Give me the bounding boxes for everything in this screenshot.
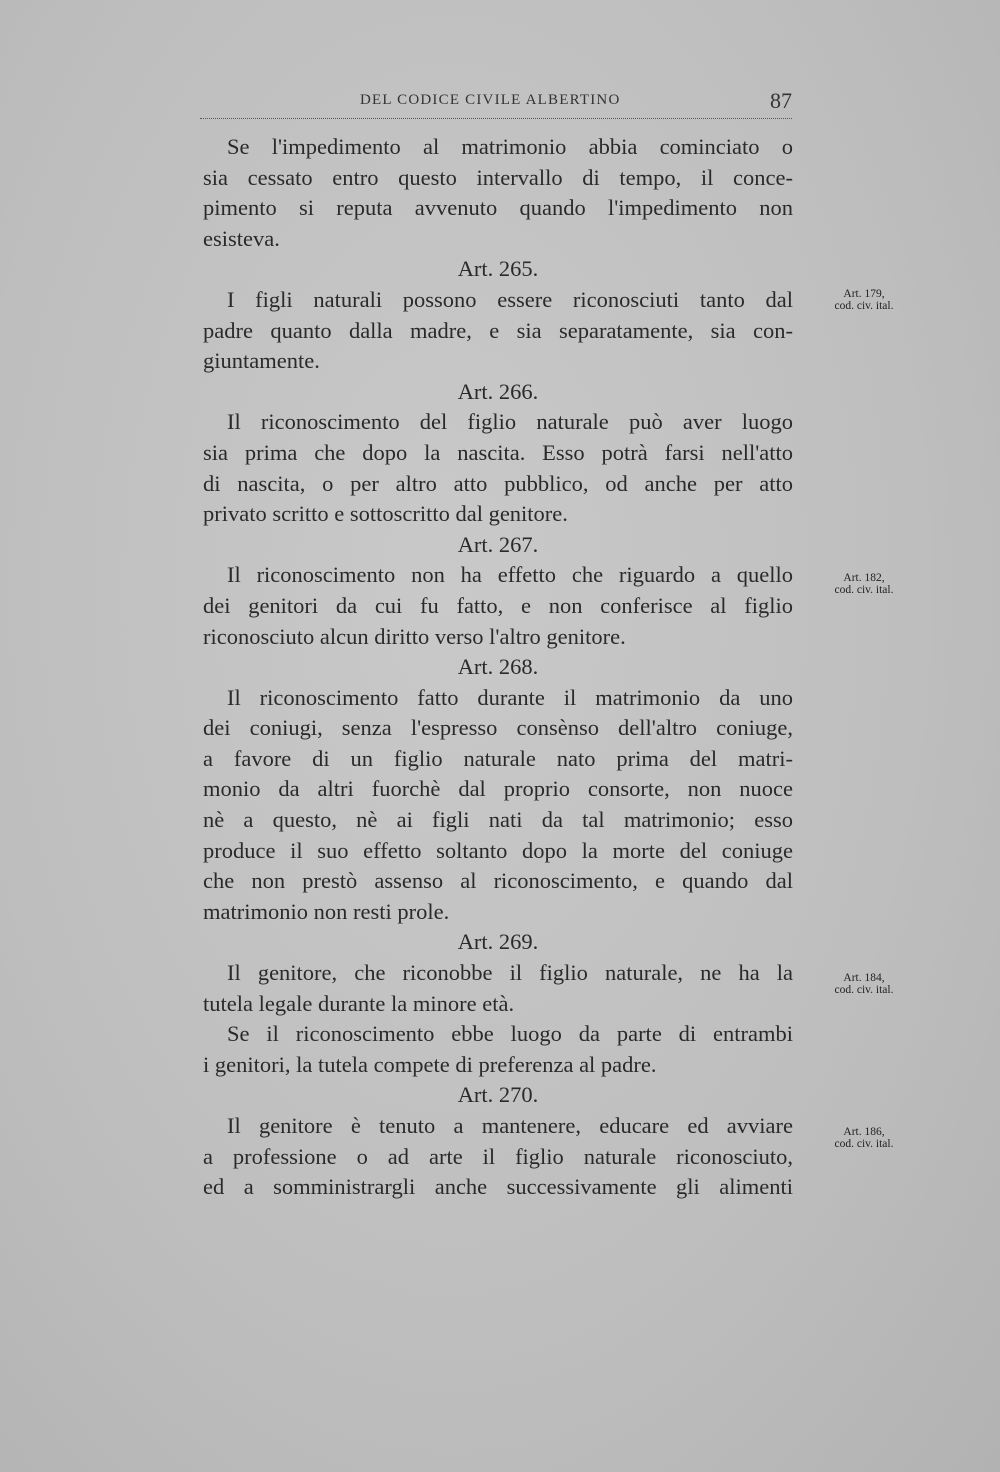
text-line: monio da altri fuorchè dal proprio consorte, non nuoce	[203, 776, 793, 802]
text-line: padre quanto dalla madre, e sia separatamente, sia con-	[203, 317, 793, 343]
text-line: riconosciuto alcun diritto verso l'altro genitore.	[203, 623, 626, 649]
article-heading: Art. 267.	[457, 531, 539, 557]
article-heading: Art. 268.	[457, 654, 539, 680]
text-line: dei coniugi, senza l'espresso consènso dell'altro coniuge,	[203, 715, 793, 741]
text-line: Il genitore è tenuto a mantenere, educare ed avviare	[227, 1113, 793, 1138]
text-line: sia cessato entro questo intervallo di tempo, il conce-	[203, 164, 793, 190]
text-line: produce il suo effetto soltanto dopo la morte del coniuge	[203, 837, 793, 863]
article-heading: Art. 265.	[457, 256, 539, 282]
page-number: 87	[770, 88, 792, 113]
article-heading: Art. 266.	[457, 378, 539, 404]
margin-note	[818, 572, 910, 596]
text-line: a favore di un figlio naturale nato prima del matri-	[203, 745, 793, 771]
text-line: ed a somministrargli anche successivamente gli alimenti	[203, 1174, 793, 1200]
text-line: a professione o ad arte il figlio naturale riconosciuto,	[203, 1143, 793, 1169]
margin-note	[818, 288, 910, 312]
article-heading: Art. 269.	[457, 929, 539, 955]
text-line: di nascita, o per altro atto pubblico, od anche per atto	[203, 470, 793, 496]
margin-note-line: Art. 184,	[843, 972, 885, 984]
text-line: giuntamente.	[203, 348, 320, 374]
text-line: privato scritto e sottoscritto dal genitore.	[203, 501, 568, 527]
text-line: sia prima che dopo la nascita. Esso potrà farsi nell'atto	[203, 439, 793, 465]
header-rule	[200, 118, 792, 119]
text-line: che non prestò assenso al riconoscimento, e quando dal	[203, 868, 793, 894]
margin-note-line: cod. civ. ital.	[834, 584, 894, 596]
running-header	[200, 88, 792, 120]
text-line: i genitori, la tutela compete di preferenza al padre.	[203, 1051, 657, 1077]
margin-note	[818, 1126, 910, 1150]
margin-note-line: cod. civ. ital.	[834, 984, 894, 996]
text-line: Se l'impedimento al matrimonio abbia cominciato o	[227, 134, 793, 159]
margin-note	[818, 972, 910, 996]
text-line: nè a questo, nè ai figli nati da tal matrimonio; esso	[203, 807, 793, 833]
margin-note-line: Art. 179,	[843, 288, 885, 300]
body-text	[203, 132, 793, 1203]
margin-note-line: Art. 182,	[843, 572, 885, 584]
running-title: DEL CODICE CIVILE ALBERTINO	[360, 92, 621, 108]
text-line: Il riconoscimento del figlio naturale può aver luogo	[227, 409, 793, 435]
margin-note-line: cod. civ. ital.	[834, 300, 894, 312]
text-line: tutela legale durante la minore età.	[203, 990, 515, 1016]
text-line: Il riconoscimento non ha effetto che riguardo a quello	[227, 562, 793, 588]
text-line: Se il riconoscimento ebbe luogo da parte di entrambi	[227, 1021, 793, 1047]
text-line: Il riconoscimento fatto durante il matrimonio da uno	[227, 684, 793, 710]
text-line: matrimonio non resti prole.	[203, 898, 450, 924]
text-line: dei genitori da cui fu fatto, e non conferisce al figlio	[203, 592, 793, 618]
text-line: I figli naturali possono essere riconosciuti tanto dal	[227, 286, 793, 312]
text-line: esisteva.	[203, 225, 280, 251]
margin-note-line: cod. civ. ital.	[834, 1138, 894, 1150]
article-heading: Art. 270.	[457, 1082, 539, 1108]
margin-note-line: Art. 186,	[843, 1126, 885, 1138]
text-line: pimento si reputa avvenuto quando l'impedimento non	[203, 195, 793, 221]
text-line: Il genitore, che riconobbe il figlio naturale, ne ha la	[227, 960, 793, 986]
